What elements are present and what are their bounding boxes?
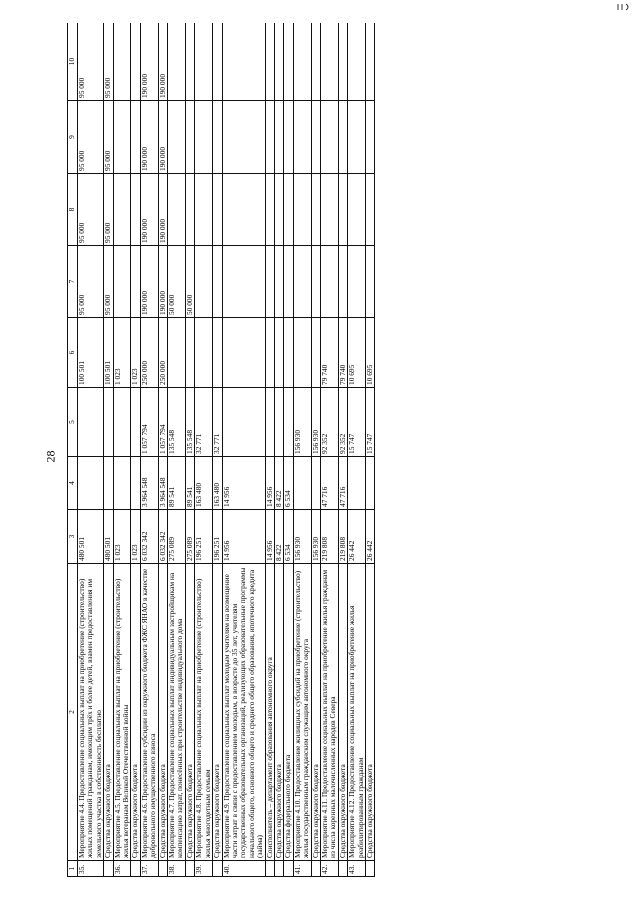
table-header-row [68,23,78,877]
value-cell: 3 964 548 [140,457,158,510]
value-cell [131,457,140,510]
value-cell [213,318,222,388]
value-cell [113,174,131,246]
table-row [320,23,338,877]
value-cell: 219 808 [338,510,347,564]
value-cell [348,174,366,246]
value-cell: 14 956 [222,457,265,510]
value-cell: 1 023 [131,510,140,564]
value-cell: 95 000 [78,101,104,174]
value-cell: 190 000 [140,246,158,318]
row-number: 41. [293,861,311,877]
table-row [113,23,131,877]
table-row [222,23,265,877]
row-description: Средства окружного бюджета [158,564,167,861]
row-description: Мероприятие 4.11. Предоставление социальных выплат на приобретение жилья гражданам из числа коренных малочисленных народов Севера [320,564,338,861]
value-cell [284,101,293,174]
value-cell [195,101,213,174]
value-cell [293,246,311,318]
value-cell [168,23,186,101]
row-number [265,861,274,877]
table-row [348,23,366,877]
header-cell: 1 [68,861,78,877]
value-cell [131,23,140,101]
value-cell [222,174,265,246]
value-cell: 95 000 [104,23,113,101]
row-description: Мероприятие 4.4. Предоставление социальных выплат на приобретение (строительство) жилых помещений гражданам, имеющим трёх и более детей, взамен предоставления им земельного участка в собственность бесплатно [78,564,104,861]
value-cell [293,23,311,101]
value-cell: 95 000 [104,101,113,174]
value-cell: 95 000 [104,174,113,246]
value-cell [284,246,293,318]
value-cell [195,174,213,246]
value-cell [338,23,347,101]
table-rotator [67,23,615,877]
row-number: 42. [320,861,338,877]
row-number: 37. [140,861,158,877]
row-number [284,861,293,877]
value-cell: 14 956 [265,510,274,564]
value-cell: 79 740 [320,318,338,388]
value-cell: 156 930 [311,388,320,457]
value-cell [78,388,104,457]
value-cell: 156 930 [293,388,311,457]
value-cell: 10 695 [348,318,366,388]
value-cell: 100 501 [78,318,104,388]
value-cell [222,318,265,388]
value-cell [265,23,274,101]
value-cell [213,101,222,174]
value-cell [348,457,366,510]
value-cell [265,388,274,457]
value-cell: 50 000 [168,246,186,318]
value-cell: 100 501 [104,318,113,388]
value-cell [311,174,320,246]
value-cell: 196 251 [195,510,213,564]
row-number [274,861,283,877]
value-cell: 92 352 [338,388,347,457]
value-cell: 6 534 [284,457,293,510]
header-cell: 7 [68,246,78,318]
value-cell: 480 501 [78,510,104,564]
value-cell: 156 930 [293,510,311,564]
value-cell: 15 747 [366,388,375,457]
value-cell: 89 541 [185,457,194,510]
header-cell: 9 [68,101,78,174]
row-number: 35. [78,861,104,877]
value-cell [311,23,320,101]
value-cell: 156 930 [311,510,320,564]
value-cell [284,388,293,457]
value-cell: 14 956 [222,510,265,564]
value-cell: 32 771 [195,388,213,457]
table-row [168,23,186,877]
header-cell: 3 [68,510,78,564]
value-cell: 8 422 [274,457,283,510]
row-number: 40. [222,861,265,877]
row-description: Мероприятие 4.9. Предоставление социальных выплат молодым учителям на возмещение части затрат в связи с предоставлением молодым, в возрасте до 35 лет, учителям государственных образовательных организаций, реализующих образовательные программы начального общего, основного общего и среднего общего образования, ипотечного кредита (займа) [222,564,265,861]
value-cell: 92 352 [320,388,338,457]
row-number [131,861,140,877]
value-cell: 15 747 [348,388,366,457]
value-cell: 275 089 [185,510,194,564]
value-cell [348,101,366,174]
header-cell: 5 [68,388,78,457]
table-row [195,23,213,877]
table-subrow [104,23,113,877]
value-cell [185,174,194,246]
value-cell [265,101,274,174]
value-cell: 190 000 [140,101,158,174]
value-cell: 480 501 [104,510,113,564]
row-description: Мероприятие 4.7. Предоставление социальных выплат индивидуальным застройщикам на компенсацию затрат, понесённых при строительстве индивидуального дома [168,564,186,861]
row-number [366,861,375,877]
row-number: 43. [348,861,366,877]
value-cell: 190 000 [140,174,158,246]
row-description: Средства окружного бюджета [131,564,140,861]
value-cell: 190 000 [158,23,167,101]
value-cell [348,246,366,318]
row-number [213,861,222,877]
value-cell [113,101,131,174]
value-cell [338,246,347,318]
value-cell: 1 023 [131,318,140,388]
value-cell: 1 057 794 [140,388,158,457]
value-cell [320,23,338,101]
value-cell [195,246,213,318]
row-description: Соисполнитель – департамент образования автономного округа [265,564,274,861]
value-cell [265,318,274,388]
row-description: Средства окружного бюджета [213,564,222,861]
value-cell [131,101,140,174]
value-cell [185,23,194,101]
value-cell [320,246,338,318]
value-cell [168,101,186,174]
value-cell: 6 534 [284,510,293,564]
value-cell [113,246,131,318]
value-cell [338,174,347,246]
value-cell: 26 442 [366,510,375,564]
value-cell [320,174,338,246]
value-cell [213,174,222,246]
table-subrow [213,23,222,877]
value-cell [131,174,140,246]
table-subrow [284,23,293,877]
value-cell [222,101,265,174]
value-cell [274,23,283,101]
value-cell [113,457,131,510]
value-cell [168,318,186,388]
value-cell [185,101,194,174]
header-cell: 10 [68,23,78,101]
value-cell [195,23,213,101]
row-description: Средства окружного бюджета [366,564,375,861]
value-cell: 14 956 [265,457,274,510]
value-cell [311,246,320,318]
value-cell [366,174,375,246]
value-cell [348,23,366,101]
value-cell [274,101,283,174]
value-cell [195,318,213,388]
value-cell: 79 740 [338,318,347,388]
value-cell [213,23,222,101]
value-cell: 3 964 548 [158,457,167,510]
value-cell: 1 057 794 [158,388,167,457]
value-cell [213,246,222,318]
table-subrow [265,23,274,877]
value-cell: 196 251 [213,510,222,564]
value-cell [366,246,375,318]
value-cell [78,457,104,510]
value-cell [293,174,311,246]
corner-mark-icon [612,3,640,13]
table-subrow [366,23,375,877]
table-subrow [131,23,140,877]
row-number: 38. [168,861,186,877]
value-cell: 163 480 [213,457,222,510]
budget-table [67,23,375,877]
value-cell [222,388,265,457]
value-cell: 275 089 [168,510,186,564]
value-cell: 50 000 [185,246,194,318]
row-description: Средства окружного бюджета [338,564,347,861]
value-cell: 1 023 [113,318,131,388]
header-cell: 8 [68,174,78,246]
value-cell: 8 422 [274,510,283,564]
value-cell [274,246,283,318]
row-description: Мероприятие 4.6. Предоставление субсидии из окружного бюджета ФЖС ЯНАО в качестве добровольного имущественного взноса [140,564,158,861]
value-cell [104,457,113,510]
value-cell [320,101,338,174]
header-cell: 6 [68,318,78,388]
value-cell: 190 000 [158,101,167,174]
value-cell [293,101,311,174]
value-cell: 95 000 [104,246,113,318]
table-subrow [274,23,283,877]
value-cell [113,23,131,101]
value-cell: 190 000 [158,246,167,318]
value-cell [113,388,131,457]
value-cell [222,246,265,318]
table-row [140,23,158,877]
corner-mark [612,0,640,10]
value-cell: 47 716 [338,457,347,510]
value-cell: 47 716 [320,457,338,510]
value-cell: 1 023 [113,510,131,564]
table-frame [67,23,615,877]
value-cell: 6 032 342 [158,510,167,564]
value-cell [222,23,265,101]
value-cell [168,174,186,246]
row-description: Средства окружного бюджета [104,564,113,861]
value-cell: 190 000 [158,174,167,246]
value-cell: 219 808 [320,510,338,564]
value-cell [104,388,113,457]
value-cell [366,23,375,101]
value-cell [265,246,274,318]
value-cell [293,318,311,388]
row-description: Мероприятие 4.5. Предоставление социальных выплат на приобретение (строительство) жилья ветеранам Великой Отечественной войны [113,564,131,861]
table-body [68,23,375,877]
value-cell [274,318,283,388]
value-cell [284,23,293,101]
value-cell: 135 548 [185,388,194,457]
value-cell: 95 000 [78,23,104,101]
row-number: 36. [113,861,131,877]
value-cell [274,174,283,246]
value-cell [311,101,320,174]
value-cell: 135 548 [168,388,186,457]
value-cell [338,101,347,174]
value-cell [131,246,140,318]
value-cell: 95 000 [78,174,104,246]
value-cell: 10 695 [366,318,375,388]
row-description: Средства окружного бюджета [311,564,320,861]
row-description: Средства окружного бюджета [185,564,194,861]
value-cell [293,457,311,510]
header-cell: 4 [68,457,78,510]
value-cell: 6 032 342 [140,510,158,564]
value-cell: 32 771 [213,388,222,457]
value-cell [131,388,140,457]
value-cell [265,174,274,246]
value-cell [284,318,293,388]
value-cell: 250 000 [140,318,158,388]
value-cell: 190 000 [140,23,158,101]
row-number [104,861,113,877]
value-cell [185,318,194,388]
value-cell: 163 480 [195,457,213,510]
value-cell [366,457,375,510]
row-description: Мероприятие 4.12. Предоставление социальных выплат на приобретение жилья реабилитированным гражданам [348,564,366,861]
table-row [293,23,311,877]
row-description: Средства окружного бюджета [274,564,283,861]
value-cell: 95 000 [78,246,104,318]
page-number: 28 [43,450,58,463]
row-description: Средства федерального бюджета [284,564,293,861]
header-cell: 2 [68,564,78,861]
value-cell: 26 442 [348,510,366,564]
row-number: 39. [195,861,213,877]
value-cell [366,101,375,174]
value-cell [284,174,293,246]
value-cell [274,388,283,457]
table-row [78,23,104,877]
row-description: Мероприятие 4.8. Предоставление социальных выплат на приобретение (строительство) жилья многодетным семьям [195,564,213,861]
row-description: Мероприятие 4.10. Предоставление жилищных субсидий на приобретение (строительство) жилья государственным гражданским служащим автономного округа [293,564,311,861]
value-cell: 250 000 [158,318,167,388]
value-cell: 89 541 [168,457,186,510]
